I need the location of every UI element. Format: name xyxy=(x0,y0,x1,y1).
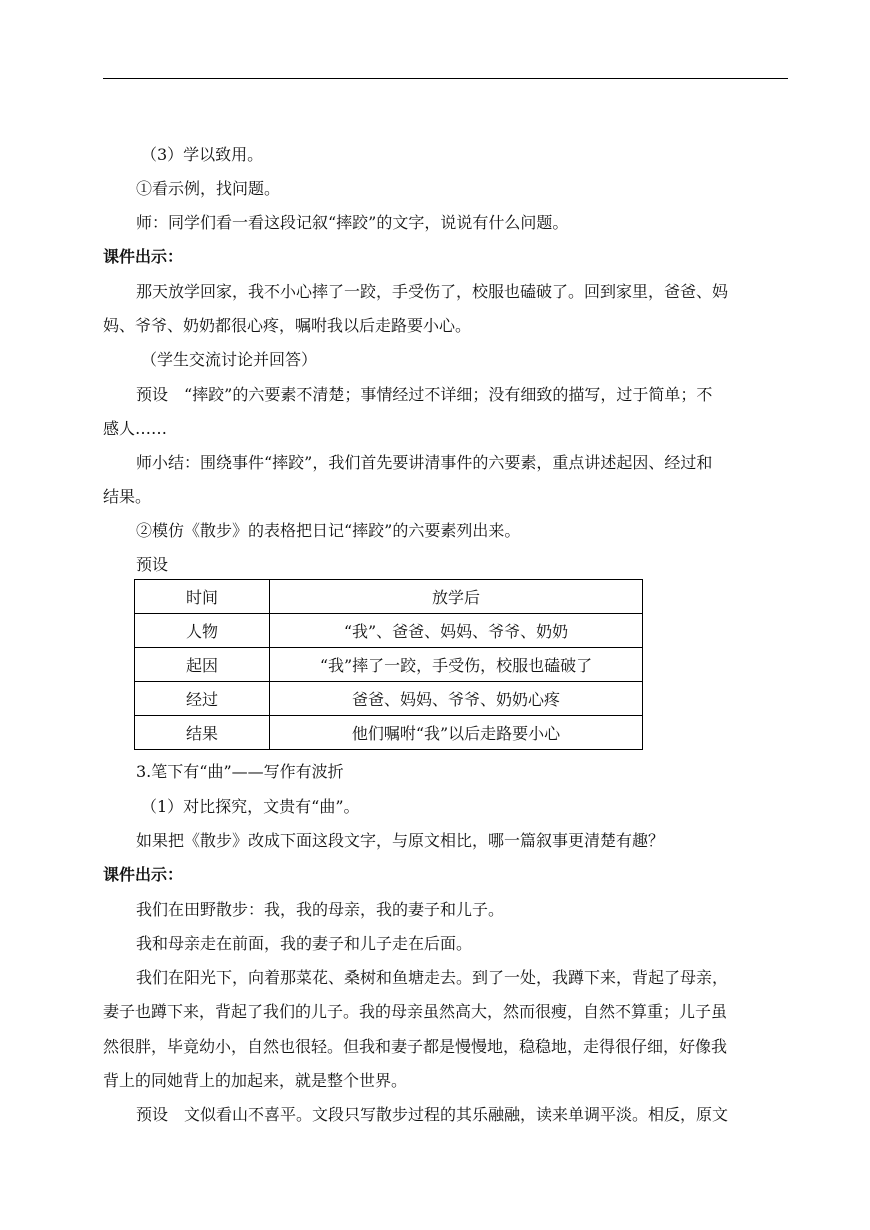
paragraph: 妈、爷爷、奶奶都很心疼，嘱咐我以后走路要小心。 xyxy=(103,316,472,335)
table-cell: 起因 xyxy=(135,648,270,682)
table-row xyxy=(135,580,643,614)
table-cell: 人物 xyxy=(135,614,270,648)
paragraph: 预设 xyxy=(136,555,169,574)
paragraph: 背上的同她背上的加起来，就是整个世界。 xyxy=(103,1071,408,1090)
step-heading: ①看示例，找问题。 xyxy=(136,179,281,198)
courseware-label: 课件出示： xyxy=(103,247,184,266)
paragraph: 预设 “摔跤”的六要素不清楚；事情经过不详细；没有细致的描写，过于简单；不 xyxy=(136,385,713,404)
table-cell: “我”摔了一跤，手受伤，校服也磕破了 xyxy=(270,648,643,682)
paragraph: 预设 文似看山不喜平。文段只写散步过程的其乐融融，读来单调平淡。相反，原文 xyxy=(136,1105,729,1124)
courseware-label: 课件出示： xyxy=(103,865,184,884)
header-rule xyxy=(103,78,788,79)
table-cell: 放学后 xyxy=(270,580,643,614)
section-heading: （3）学以致用。 xyxy=(141,145,264,164)
paragraph: 那天放学回家，我不小心摔了一跤，手受伤了，校服也磕破了。回到家里，爸爸、妈 xyxy=(136,282,729,301)
paragraph: 我和母亲走在前面，我的妻子和儿子走在后面。 xyxy=(136,934,473,953)
paragraph: 我们在田野散步：我，我的母亲，我的妻子和儿子。 xyxy=(136,900,505,919)
table-cell: 结果 xyxy=(135,716,270,750)
table-cell: “我”、爸爸、妈妈、爷爷、奶奶 xyxy=(270,614,643,648)
table-cell: 他们嘱咐“我”以后走路要小心 xyxy=(270,716,643,750)
table-cell: 经过 xyxy=(135,682,270,716)
table-row xyxy=(135,682,643,716)
table-row xyxy=(135,716,643,750)
paragraph: 我们在阳光下，向着那菜花、桑树和鱼塘走去。到了一处，我蹲下来，背起了母亲， xyxy=(136,968,729,987)
paragraph: 然很胖，毕竟幼小，自然也很轻。但我和妻子都是慢慢地，稳稳地，走得很仔细，好像我 xyxy=(103,1037,728,1056)
table-cell: 时间 xyxy=(135,580,270,614)
paragraph: 感人…… xyxy=(103,419,168,438)
table-row xyxy=(135,614,643,648)
paragraph: 结果。 xyxy=(103,487,152,506)
paragraph: （学生交流讨论并回答） xyxy=(141,350,318,369)
paragraph: 妻子也蹲下来，背起了我们的儿子。我的母亲虽然高大，然而很瘦，自然不算重；儿子虽 xyxy=(103,1002,728,1021)
paragraph: 师：同学们看一看这段记叙“摔跤”的文字，说说有什么问题。 xyxy=(136,213,569,232)
paragraph: 如果把《散步》改成下面这段文字，与原文相比，哪一篇叙事更清楚有趣？ xyxy=(136,831,665,850)
step-heading: ②模仿《散步》的表格把日记“摔跤”的六要素列出来。 xyxy=(136,521,521,540)
table-row xyxy=(135,648,643,682)
section-heading: （1）对比探究，文贵有“曲”。 xyxy=(141,797,360,816)
paragraph: 师小结：围绕事件“摔跤”，我们首先要讲清事件的六要素，重点讲述起因、经过和 xyxy=(136,453,713,472)
section-heading: 3.笔下有“曲”——写作有波折 xyxy=(136,762,344,781)
six-elements-table xyxy=(134,579,643,750)
table-cell: 爸爸、妈妈、爷爷、奶奶心疼 xyxy=(270,682,643,716)
